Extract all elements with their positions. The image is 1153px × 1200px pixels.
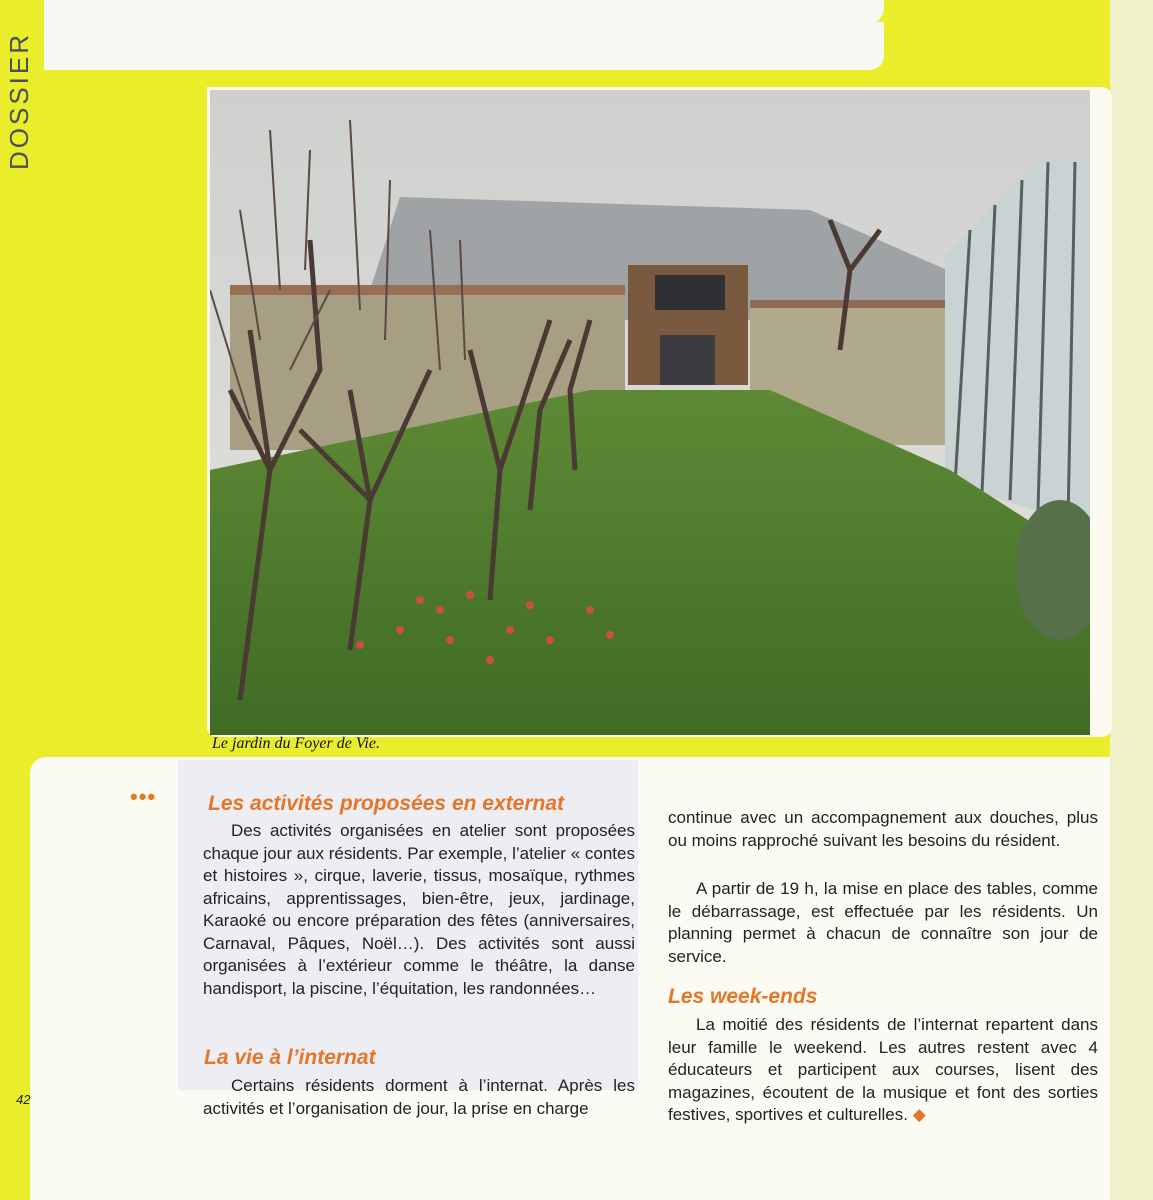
paragraph-internat bbox=[203, 1075, 635, 1120]
paragraph-activities bbox=[203, 820, 635, 1000]
end-mark-icon: ◆ bbox=[912, 1105, 926, 1124]
decorative-dots-icon: ••• bbox=[130, 784, 157, 809]
heading-activities: Les activités proposées en externat bbox=[208, 792, 564, 815]
section-label: DOSSIER bbox=[4, 31, 34, 170]
header-bar bbox=[44, 22, 884, 70]
heading-internat: La vie à l’internat bbox=[204, 1046, 376, 1069]
paragraph-continuation bbox=[668, 807, 1098, 852]
paragraph-internat-text: Certains résidents dorment à l’internat. Après les activités et l’organisation de jour, la prise en charge bbox=[203, 1076, 635, 1118]
paragraph-activities-text: Des activités organisées en atelier sont proposées chaque jour aux résidents. Par exemple, l’atelier « contes et histoires », cirque, laverie, tissus, mosaïque, rythmes africains, apprentissages, bien-être, jeux, jardinage, Karaoké ou encore préparation des fêtes (anniversaires, Carnaval, Pâques, Noël…). Des activités sont aussi organisées à l’extérieur comme le théâtre, la danse handisport, la piscine, l’équitation, les randonnées… bbox=[203, 821, 635, 998]
garden-photo bbox=[210, 90, 1090, 735]
paragraph-weekends-text bbox=[668, 1014, 1098, 1127]
header-band bbox=[44, 0, 884, 24]
heading-weekends: Les week-ends bbox=[668, 985, 818, 1008]
page-number: 42 bbox=[16, 1092, 31, 1107]
paragraph-service-text: A partir de 19 h, la mise en place des tables, comme le débarrassage, est effectuée par les résidents. Un planning permet à chacun de connaître son jour de service. bbox=[668, 879, 1098, 966]
paragraph-continuation-text: continue avec un accompagnement aux douches, plus ou moins rapproché suivant les besoins du résident. bbox=[668, 808, 1098, 850]
weekends-text: La moitié des résidents de l’internat repartent dans leur famille le weekend. Les autres restent avec 4 éducateurs et participent aux courses, lisent des magazines, écoutent de la musique et font des sorties festives, sportives et culturelles. bbox=[668, 1015, 1098, 1124]
photo-caption: Le jardin du Foyer de Vie. bbox=[212, 735, 380, 752]
paragraph-service bbox=[668, 878, 1098, 968]
page-edge bbox=[1110, 0, 1153, 1200]
paragraph-weekends bbox=[668, 1014, 1098, 1127]
